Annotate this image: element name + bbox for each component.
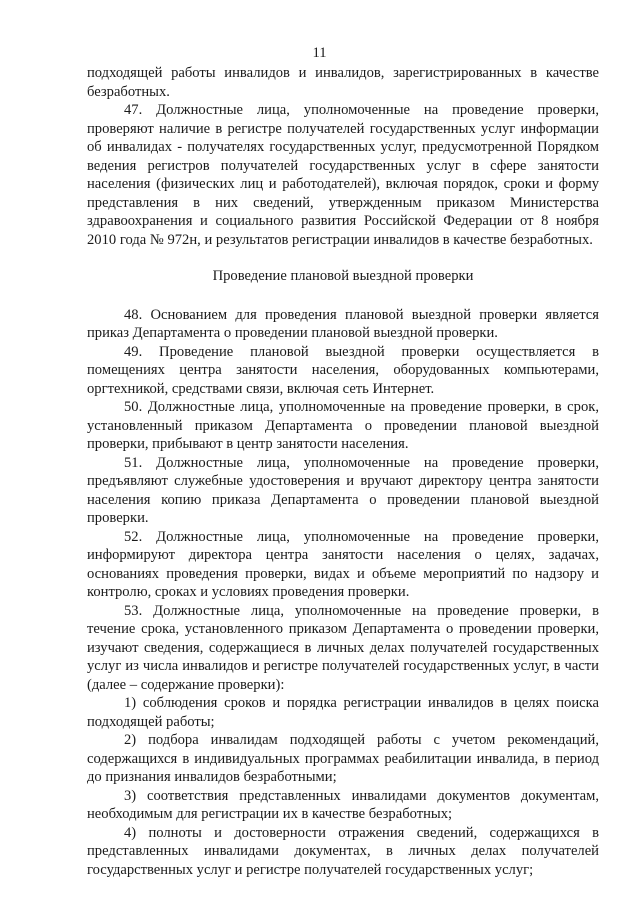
- page-number: 11: [312, 45, 327, 61]
- list-item-1: 1) соблюдения сроков и порядка регистрации инвалидов в целях поиска подходящей работы;: [87, 695, 599, 730]
- paragraph-48: 48. Основанием для проведения плановой выездной проверки является приказ Департамента о проведении плановой выездной проверки.: [87, 306, 599, 341]
- paragraph-continuation: подходящей работы инвалидов и инвалидов, зарегистрированных в качестве безработных.: [87, 65, 599, 100]
- section-heading: Проведение плановой выездной проверки: [212, 268, 474, 284]
- paragraph-52: 52. Должностные лица, уполномоченные на проведение проверки, информируют директора центра занятости населения о целях, задачах, основаниях проведения проверки, видах и объеме мероприятий по надзору и контролю, сроках и условиях проведения проверки.: [87, 528, 599, 600]
- paragraph-50: 50. Должностные лица, уполномоченные на проведение проверки, в срок, установленный приказом Департамента о проведении плановой выездной проверки, прибывают в центр занятости населения.: [87, 399, 599, 452]
- document-body: [87, 64, 599, 879]
- list-item-4: 4) полноты и достоверности отражения сведений, содержащихся в представленных инвалидами документах, в личных делах получателей государственных услуг и регистре получателей государственных услуг;: [87, 824, 599, 878]
- paragraph-53: 53. Должностные лица, уполномоченные на проведение проверки, в течение срока, установленного приказом Департамента о проведении проверки, изучают сведения, содержащиеся в личных делах получателей государственных услуг из числа инвалидов и регистре получателей государственных услуг, в части (далее – содержание проверки):: [87, 602, 599, 693]
- paragraph-51: 51. Должностные лица, уполномоченные на проведение проверки, предъявляют служебные удостоверения и вручают директору центра занятости населения копию приказа Департамента о проведении плановой выездной проверки.: [87, 454, 599, 526]
- paragraph-47: 47. Должностные лица, уполномоченные на проведение проверки, проверяют наличие в регистре получателей государственных услуг информации об инвалидах - получателях государственных услуг, предусмотренной Порядком ведения регистров получателей государственных услуг в сфере занятости населения (физических лиц и работодателей), включая порядок, сроки и форму представления в них сведений, утвержденным приказом Министерства здравоохранения и социального развития Российской Федерации от 8 ноября 2010 года № 972н, и результатов регистрации инвалидов в качестве безработных.: [87, 102, 599, 248]
- paragraph-49: 49. Проведение плановой выездной проверки осуществляется в помещениях центра занятости населения, оборудованных компьютерами, оргтехникой, средствами связи, включая сеть Интернет.: [87, 343, 599, 397]
- list-item-3: 3) соответствия представленных инвалидами документов документам, необходимым для регистрации их в качестве безработных;: [87, 787, 599, 822]
- list-item-2: 2) подбора инвалидам подходящей работы с учетом рекомендаций, содержащихся в индивидуальных программах реабилитации инвалида, в период до признания инвалидов безработными;: [87, 732, 599, 785]
